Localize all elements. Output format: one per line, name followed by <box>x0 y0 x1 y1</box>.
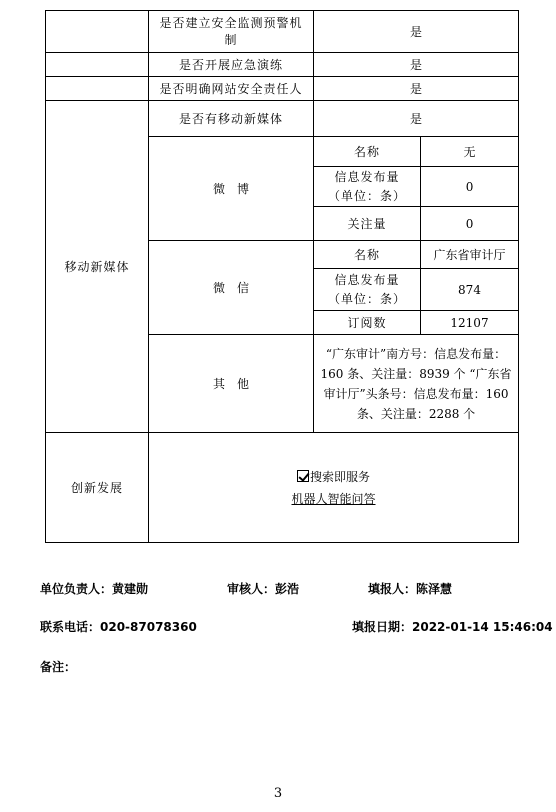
other-text: “广东审计”南方号：信息发布量：160 条、关注量：8939 个 “广东省审计厅”头条号：信息发布量：160 条、关注量：2288 个 <box>314 335 519 433</box>
table-row <box>46 433 519 543</box>
contact-phone: 联系电话：020-87078360 <box>40 620 197 634</box>
weibo-followers-value: 0 <box>421 207 519 241</box>
question-cell: 是否开展应急演练 <box>149 53 314 77</box>
remarks-label: 备注： <box>40 660 77 674</box>
robot-qa-link[interactable]: 机器人智能问答 <box>291 491 376 506</box>
checkbox-row <box>152 467 515 487</box>
weibo-posts-label: 信息发布量（单位：条） <box>314 167 421 207</box>
checkbox-checked-icon[interactable] <box>297 470 309 482</box>
innovation-label: 创新发展 <box>46 433 149 543</box>
question-cell: 是否明确网站安全责任人 <box>149 77 314 101</box>
weibo-name-value: 无 <box>421 137 519 167</box>
table-row <box>46 11 519 53</box>
weixin-label: 微 信 <box>149 241 314 335</box>
innovation-content <box>149 433 519 543</box>
weibo-followers-label: 关注量 <box>314 207 421 241</box>
report-date: 填报日期：2022-01-14 15:46:04 <box>352 620 553 634</box>
answer-cell: 是 <box>314 11 519 53</box>
weixin-subs-label: 订阅数 <box>314 311 421 335</box>
question-cell: 是否建立安全监测预警机制 <box>149 11 314 53</box>
weibo-name-label: 名称 <box>314 137 421 167</box>
report-table <box>45 10 519 543</box>
answer-cell: 是 <box>314 101 519 137</box>
mobile-media-label: 移动新媒体 <box>46 101 149 433</box>
answer-cell: 是 <box>314 53 519 77</box>
weixin-name-value: 广东省审计厅 <box>421 241 519 269</box>
table-row <box>46 77 519 101</box>
answer-cell: 是 <box>314 77 519 101</box>
other-label: 其 他 <box>149 335 314 433</box>
empty-cell <box>46 11 149 53</box>
empty-cell <box>46 53 149 77</box>
weibo-posts-value: 0 <box>421 167 519 207</box>
weixin-posts-label: 信息发布量（单位：条） <box>314 269 421 311</box>
weixin-subs-value: 12107 <box>421 311 519 335</box>
question-cell: 是否有移动新媒体 <box>149 101 314 137</box>
empty-cell <box>46 77 149 101</box>
weixin-name-label: 名称 <box>314 241 421 269</box>
unit-head: 单位负责人：黄建勋 <box>40 582 149 596</box>
weibo-label: 微 博 <box>149 137 314 241</box>
page-number: 3 <box>273 786 283 801</box>
weixin-posts-value: 874 <box>421 269 519 311</box>
table-row <box>46 101 519 137</box>
table-row <box>46 53 519 77</box>
filler: 填报人：陈泽慧 <box>368 582 453 596</box>
checkbox-label: 搜索即服务 <box>310 469 371 484</box>
reviewer: 审核人：彭浩 <box>227 582 300 596</box>
